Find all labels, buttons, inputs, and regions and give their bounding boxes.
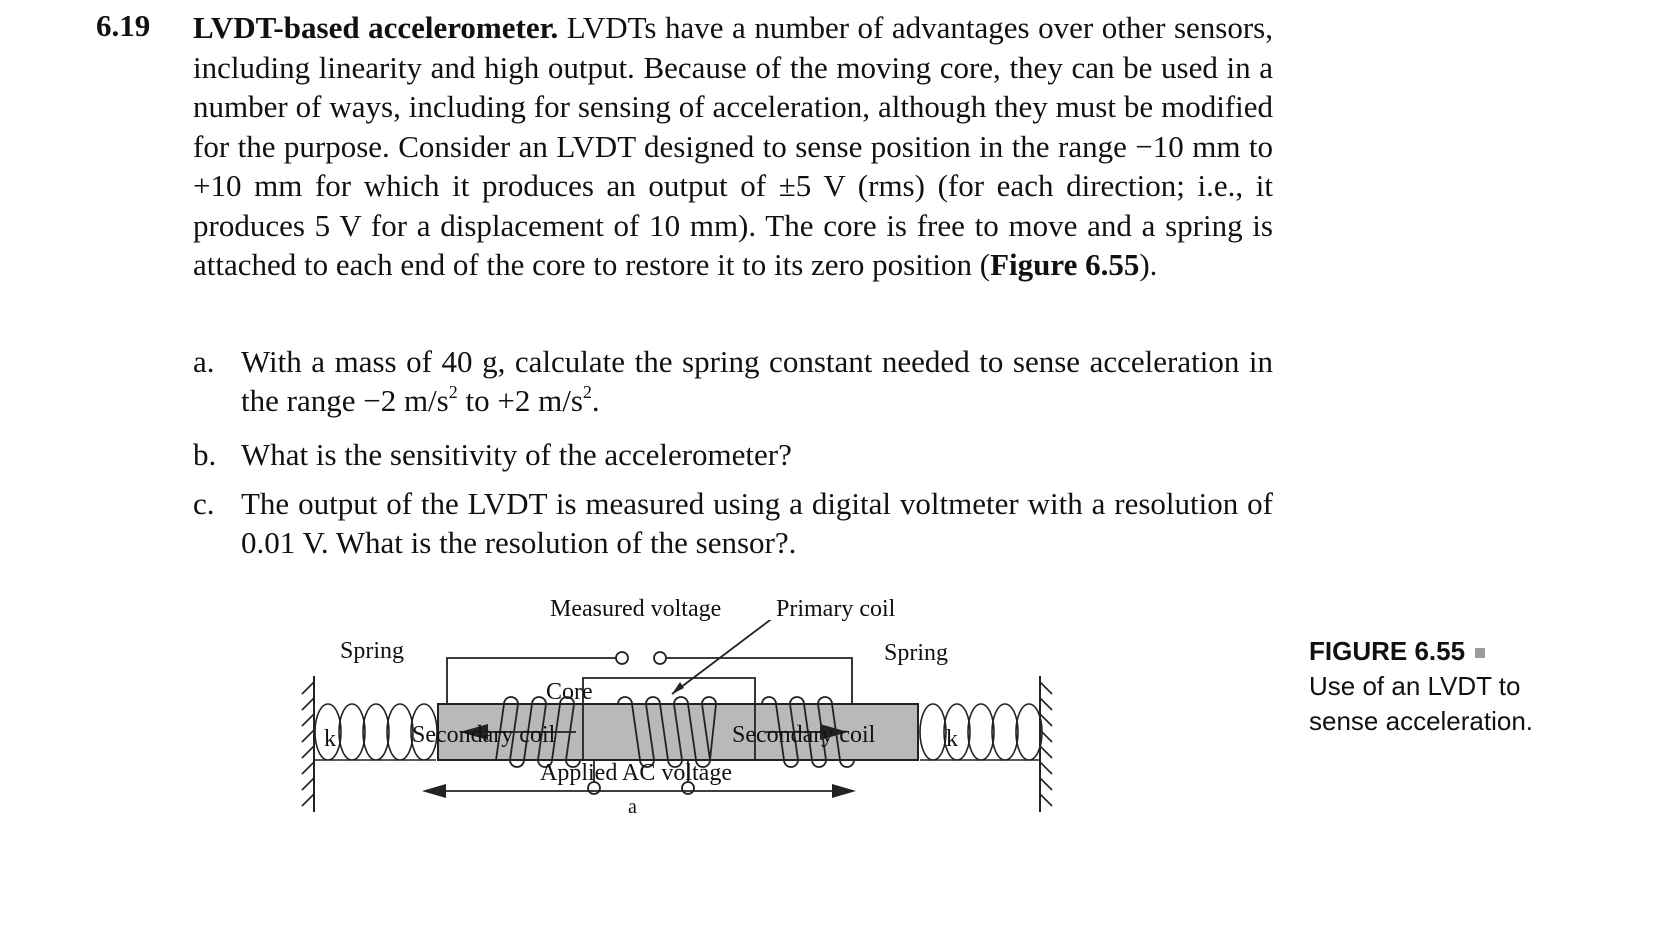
problem-text-end: ). bbox=[1139, 247, 1158, 282]
subquestion-b bbox=[193, 435, 1273, 474]
problem-text: LVDTs have a number of advantages over other sensors, including linearity and high output. Because of the moving core, they can be used in a number of ways, including for sensing of acceleration, although they must be modified for the purpose. Consider an LVDT designed to sense position in the range −10 mm to +10 mm for which it produces an output of ±5 V (rms) (for each direction; i.e., it produces 5 V for a displacement of 10 mm). The core is free to move and a spring is attached to each end of the core to restore it to its zero position ( bbox=[193, 10, 1273, 282]
problem-statement bbox=[193, 8, 1273, 285]
subquestion-text-part: With a mass of 40 g, calculate the spring constant needed to sense acceleration in the range −2 m/s bbox=[241, 344, 1273, 418]
left-spring-constant-label: k bbox=[324, 726, 336, 752]
figure-caption-title: FIGURE 6.55 bbox=[1309, 636, 1466, 666]
subquestion-c bbox=[193, 484, 1273, 562]
subquestion-label: a. bbox=[193, 344, 215, 379]
figure-caption bbox=[1309, 634, 1569, 739]
right-spring bbox=[920, 704, 1042, 760]
superscript: 2 bbox=[582, 381, 592, 402]
acceleration-arrow-right-head bbox=[832, 784, 856, 798]
primary-coil-pointer bbox=[672, 620, 778, 694]
caption-square-icon bbox=[1475, 648, 1485, 658]
right-wall-hatch bbox=[1040, 682, 1052, 806]
measured-voltage-terminal-right bbox=[654, 652, 666, 664]
subquestion-text bbox=[241, 342, 1273, 420]
problem-number: 6.19 bbox=[96, 8, 151, 43]
primary-coil-pointer-head bbox=[672, 682, 684, 694]
problem-title: LVDT-based accelerometer. bbox=[193, 10, 559, 45]
left-secondary-coil-label: Secondary coil bbox=[412, 722, 556, 748]
subquestion-text: The output of the LVDT is measured using a digital voltmeter with a resolution of 0.01 V. What is the resolution of the sensor?. bbox=[241, 486, 1273, 560]
right-secondary-coil-label: Secondary coil bbox=[732, 722, 876, 748]
subquestion-text-part: . bbox=[591, 383, 600, 418]
left-wall-hatch bbox=[302, 682, 314, 806]
figure-caption-text: Use of an LVDT to sense acceleration. bbox=[1309, 671, 1534, 736]
lvdt-accelerometer-diagram bbox=[300, 596, 1060, 870]
subquestion-text-part: to +2 m/s bbox=[457, 383, 583, 418]
measured-voltage-terminal-left bbox=[616, 652, 628, 664]
superscript: 2 bbox=[448, 381, 458, 402]
subquestion-a bbox=[193, 342, 1273, 420]
subquestion-label: b. bbox=[193, 437, 217, 472]
right-spring-constant-label: k bbox=[946, 726, 958, 752]
figure-reference-link[interactable]: Figure 6.55 bbox=[990, 247, 1140, 282]
left-spring-label: Spring bbox=[340, 638, 405, 664]
subquestion-text: What is the sensitivity of the accelerometer? bbox=[241, 437, 792, 472]
acceleration-arrow-left-head bbox=[422, 784, 446, 798]
applied-ac-voltage-label: Applied AC voltage bbox=[540, 760, 732, 786]
right-spring-label: Spring bbox=[884, 640, 949, 666]
acceleration-label: a bbox=[628, 796, 637, 818]
measured-voltage-label: Measured voltage bbox=[550, 596, 722, 622]
core-label: Core bbox=[546, 679, 593, 705]
primary-coil-label: Primary coil bbox=[776, 596, 896, 622]
subquestion-label: c. bbox=[193, 486, 215, 521]
